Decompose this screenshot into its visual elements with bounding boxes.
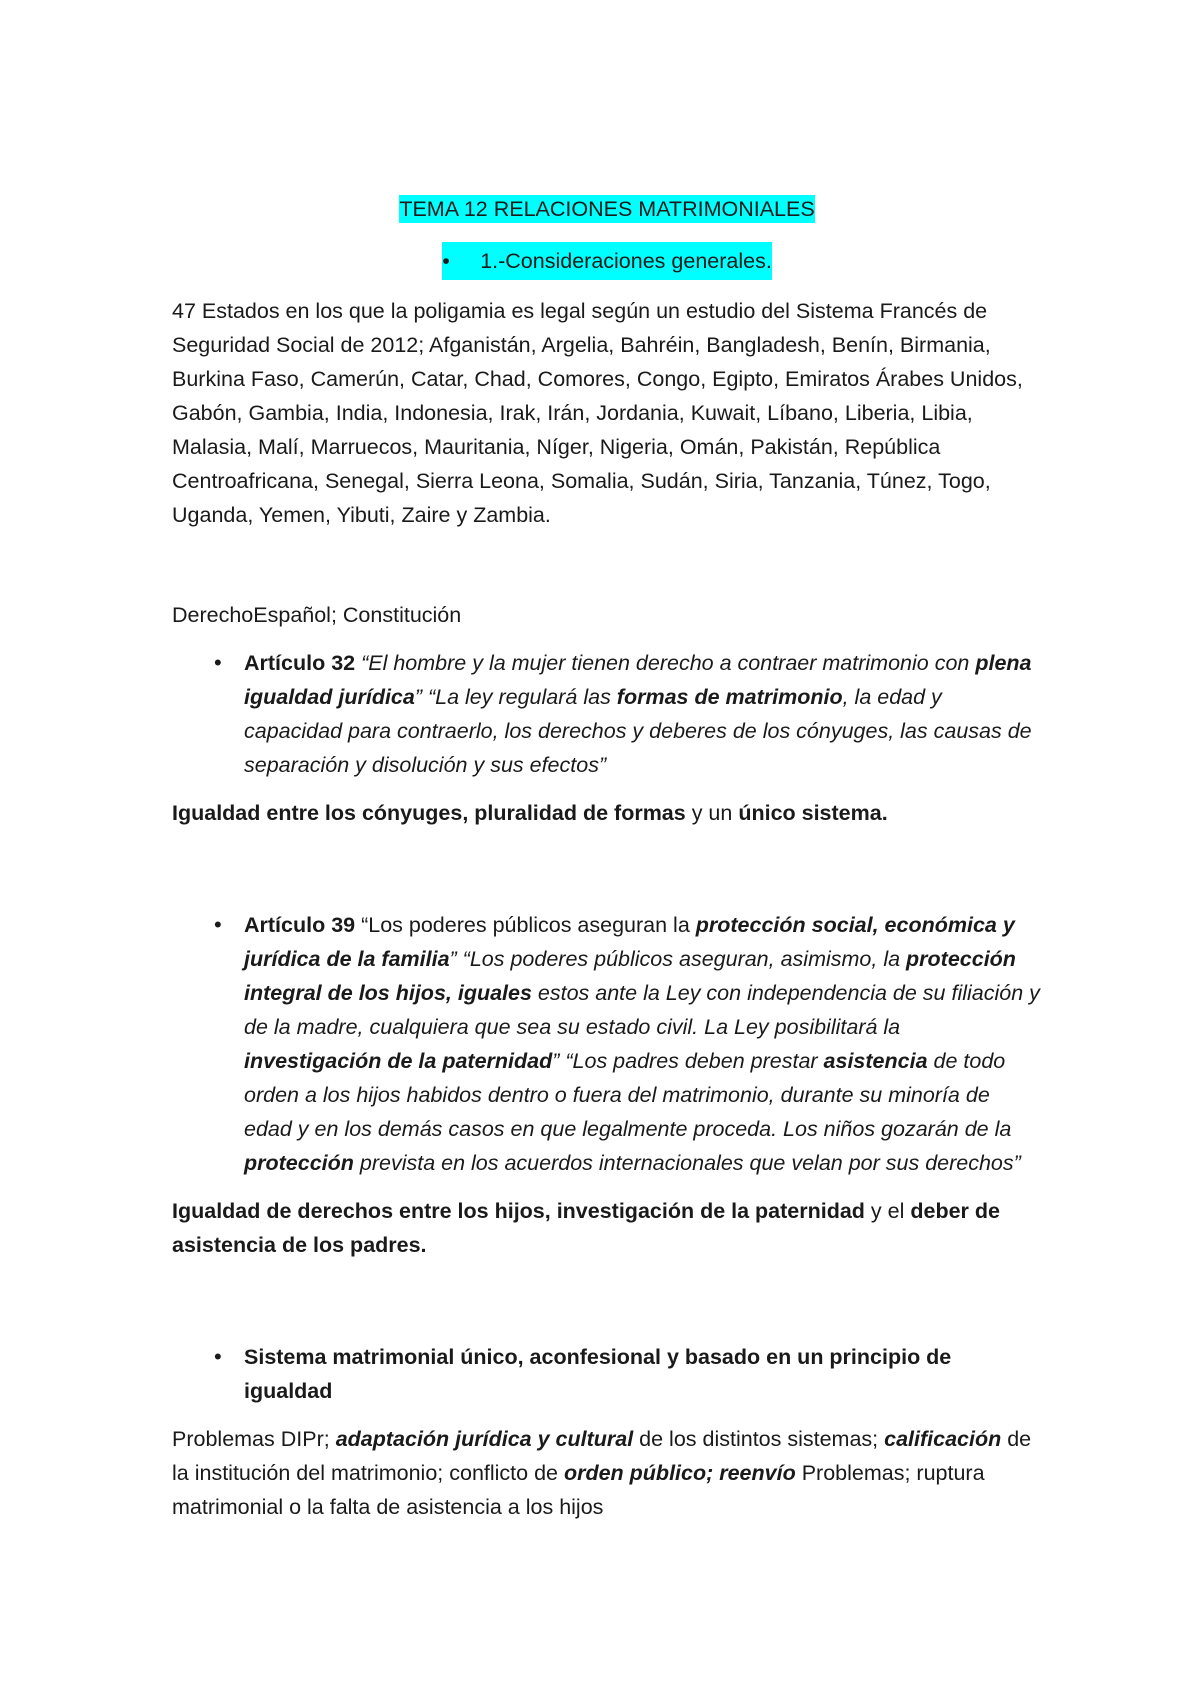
summary-2-text: y el <box>864 1199 911 1223</box>
article-39-text-1: “Los poderes públicos aseguran la <box>355 913 696 937</box>
sistema-text: Sistema matrimonial único, aconfesional y basado en un principio de igualdad <box>244 1345 952 1403</box>
section-heading-line <box>172 242 1042 280</box>
article-32-bold-1: plena igualdad jurídica <box>244 651 1032 709</box>
summary-1 <box>172 796 1042 830</box>
spacer <box>172 844 1042 908</box>
document-title-line <box>172 192 1042 226</box>
summary-1-bold-1: Igualdad entre los cónyuges, pluralidad de formas <box>172 801 686 825</box>
article-39-label: Artículo 39 <box>244 913 356 937</box>
derecho-heading: DerechoEspañol; Constitución <box>172 603 462 627</box>
sistema-list <box>172 1340 1042 1408</box>
article-32-text-2: ” “La ley regulará las <box>414 685 617 709</box>
problemas-text-2: de los distintos sistemas; <box>633 1427 885 1451</box>
problemas-text-1: Problemas DIPr; <box>172 1427 336 1451</box>
article-39-text-4: ” “Los padres deben prestar <box>552 1049 824 1073</box>
problemas-paragraph <box>172 1422 1042 1524</box>
spacer <box>172 546 1042 598</box>
article-39-text-3: estos ante la Ley con independencia de su filiación y de la madre, cualquiera que sea su estado civil. La Ley posibilitará la <box>244 981 1040 1039</box>
summary-1-text: y un <box>685 801 739 825</box>
summary-2-bold-1: Igualdad de derechos entre los hijos, investigación de la paternidad <box>172 1199 865 1223</box>
article-32-bold-2: formas de matrimonio <box>616 685 843 709</box>
article-39-bold-3: investigación de la paternidad <box>244 1049 553 1073</box>
problemas-bold-2: calificación <box>884 1427 1002 1451</box>
sistema-item <box>172 1340 1042 1408</box>
article-39-text-2: ” “Los poderes públicos aseguran, asimismo, la <box>449 947 907 971</box>
article-39-bold-5: protección <box>244 1151 354 1175</box>
polygamy-states-paragraph: 47 Estados en los que la poligamia es legal según un estudio del Sistema Francés de Seguridad Social de 2012; Afganistán, Argelia, Bahréin, Bangladesh, Benín, Birmania, Burkina Faso, Camerún, Catar, Chad, Comores, Congo, Egipto, Emiratos Árabes Unidos, Gabón, Gambia, India, Indonesia, Irak, Irán, Jordania, Kuwait, Líbano, Liberia, Libia, Malasia, Malí, Marruecos, Mauritania, Níger, Nigeria, Omán, Pakistán, República Centroafricana, Senegal, Sierra Leona, Somalia, Sudán, Siria, Tanzania, Túnez, Togo, Uganda, Yemen, Yibuti, Zaire y Zambia. <box>172 299 1023 527</box>
article-32-list <box>172 646 1042 782</box>
article-32-text-3: , la edad y capacidad para contraerlo, los derechos y deberes de los cónyuges, las causas de separación y disolución y sus efectos” <box>244 685 1032 777</box>
spacer <box>172 1276 1042 1340</box>
article-32-item <box>172 646 1042 782</box>
problemas-bold-1: adaptación jurídica y cultural <box>335 1427 634 1451</box>
article-39-list <box>172 908 1042 1180</box>
document-title: TEMA 12 RELACIONES MATRIMONIALES <box>399 197 815 221</box>
article-39-bold-4: asistencia <box>823 1049 928 1073</box>
problemas-bold-3: orden público; reenvío <box>563 1461 796 1485</box>
article-32-label: Artículo 32 <box>244 651 356 675</box>
article-39-text-6: prevista en los acuerdos internacionales que velan por sus derechos” <box>353 1151 1021 1175</box>
summary-2 <box>172 1194 1042 1262</box>
problemas-text-3: de la institución del matrimonio; conflicto de <box>172 1427 1032 1485</box>
section-heading: • 1.-Consideraciones generales. <box>442 242 772 280</box>
article-39-bold-1: protección social, económica y jurídica de la familia <box>244 913 1015 971</box>
article-39-text-5: de todo orden a los hijos habidos dentro o fuera del matrimonio, durante su minoría de edad y en los demás casos en que legalmente proceda. Los niños gozarán de la <box>244 1049 1012 1141</box>
summary-2-bold-2: deber de asistencia de los padres. <box>172 1199 1000 1257</box>
article-39-item <box>172 908 1042 1180</box>
article-39-bold-2: protección integral de los hijos, iguales <box>244 947 1016 1005</box>
document-page <box>172 192 1042 1538</box>
article-32-text-1: “El hombre y la mujer tienen derecho a contraer matrimonio con <box>355 651 976 675</box>
problemas-text-4: Problemas; ruptura matrimonial o la falta de asistencia a los hijos <box>172 1461 985 1519</box>
summary-1-bold-2: único sistema. <box>738 801 888 825</box>
